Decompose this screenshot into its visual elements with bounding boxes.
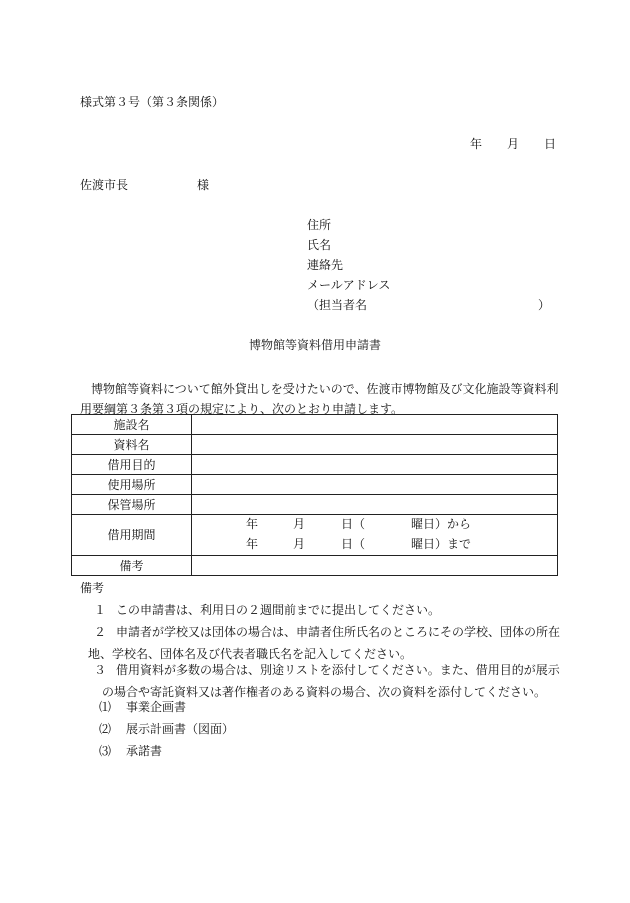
note-item-1 — [80, 599, 574, 621]
date-year-label: 年 — [470, 137, 483, 151]
sub-item-2 — [99, 723, 234, 735]
note-text: 申請者が学校又は団体の場合は、申請者住所氏名のところにその学校、団体の所在 — [116, 625, 561, 639]
sub-item-number: ⑵ — [99, 722, 112, 736]
table-row — [72, 556, 558, 576]
applicant-person-in-charge-label: （担当者名 — [307, 298, 368, 312]
period-from-month: 月 — [293, 517, 306, 531]
facility-name-label: 施設名 — [72, 415, 192, 435]
table-row — [72, 495, 558, 515]
sub-item-number: ⑴ — [99, 700, 112, 714]
table-row — [72, 455, 558, 475]
material-name-label: 資料名 — [72, 435, 192, 455]
storage-location-label: 保管場所 — [72, 495, 192, 515]
table-row — [72, 515, 558, 556]
notes-heading: 備考 — [80, 581, 105, 595]
date-day-label: 日 — [544, 137, 557, 151]
table-row — [72, 415, 558, 435]
table-row — [72, 435, 558, 455]
intro-paragraph — [80, 379, 560, 419]
applicant-person-in-charge-close: ） — [538, 298, 551, 312]
period-from-weekday: 曜日）から — [411, 517, 472, 531]
form-number: 様式第３号（第３条関係） — [80, 95, 225, 109]
note-text-continued: 地、学校名、団体名及び代表者職氏名を記入してください。 — [88, 647, 413, 661]
sub-item-number: ⑶ — [99, 744, 112, 758]
date-line — [470, 138, 556, 150]
sub-item-3 — [99, 745, 162, 757]
period-from-day: 日（ — [341, 517, 366, 531]
material-name-field[interactable] — [192, 435, 558, 455]
note-text: この申請書は、利用日の２週間前までに提出してください。 — [116, 603, 441, 617]
remarks-field[interactable] — [192, 556, 558, 576]
intro-line-1: 博物館等資料について館外貸出しを受けたいので、佐渡市博物館及び文化施設等資料利 — [91, 382, 559, 396]
usage-location-field[interactable] — [192, 475, 558, 495]
applicant-address-label: 住所 — [307, 218, 332, 232]
period-to-month: 月 — [293, 537, 306, 551]
borrow-purpose-field[interactable] — [192, 455, 558, 475]
note-text-continued: の場合や寄託資料又は著作権者のある資料の場合、次の資料を添付してください。 — [102, 685, 547, 699]
note-number: ３ — [94, 663, 107, 677]
addressee — [80, 178, 210, 192]
period-to-weekday: 曜日）まで — [411, 537, 472, 551]
period-to-year: 年 — [246, 537, 259, 551]
remarks-label: 備考 — [72, 556, 192, 576]
note-number: ２ — [94, 625, 107, 639]
sub-item-text: 事業企画書 — [126, 700, 187, 714]
applicant-contact-label: 連絡先 — [307, 258, 344, 272]
period-to-day: 日（ — [341, 537, 366, 551]
applicant-name-label: 氏名 — [307, 238, 332, 252]
addressee-honorific: 様 — [197, 178, 210, 192]
borrow-purpose-label: 借用目的 — [72, 455, 192, 475]
applicant-email-label: メールアドレス — [307, 278, 391, 292]
note-text: 借用資料が多数の場合は、別途リストを添付してください。また、借用目的が展示 — [116, 663, 560, 677]
sub-item-1 — [99, 701, 186, 713]
date-month-label: 月 — [507, 137, 520, 151]
borrow-period-field[interactable] — [192, 515, 558, 556]
note-number: １ — [94, 603, 107, 617]
facility-name-field[interactable] — [192, 415, 558, 435]
period-from-year: 年 — [246, 517, 259, 531]
application-table — [71, 414, 558, 576]
note-item-3 — [80, 659, 560, 703]
borrow-period-label: 借用期間 — [72, 515, 192, 556]
document-title: 博物館等資料借用申請書 — [248, 338, 381, 352]
intro-line-2: 用要綱第３条第３項の規定により、次のとおり申請します。 — [80, 402, 404, 416]
usage-location-label: 使用場所 — [72, 475, 192, 495]
sub-item-text: 展示計画書（図面） — [126, 722, 235, 736]
storage-location-field[interactable] — [192, 495, 558, 515]
sub-item-text: 承諾書 — [126, 744, 163, 758]
table-row — [72, 475, 558, 495]
addressee-name: 佐渡市長 — [80, 178, 129, 192]
